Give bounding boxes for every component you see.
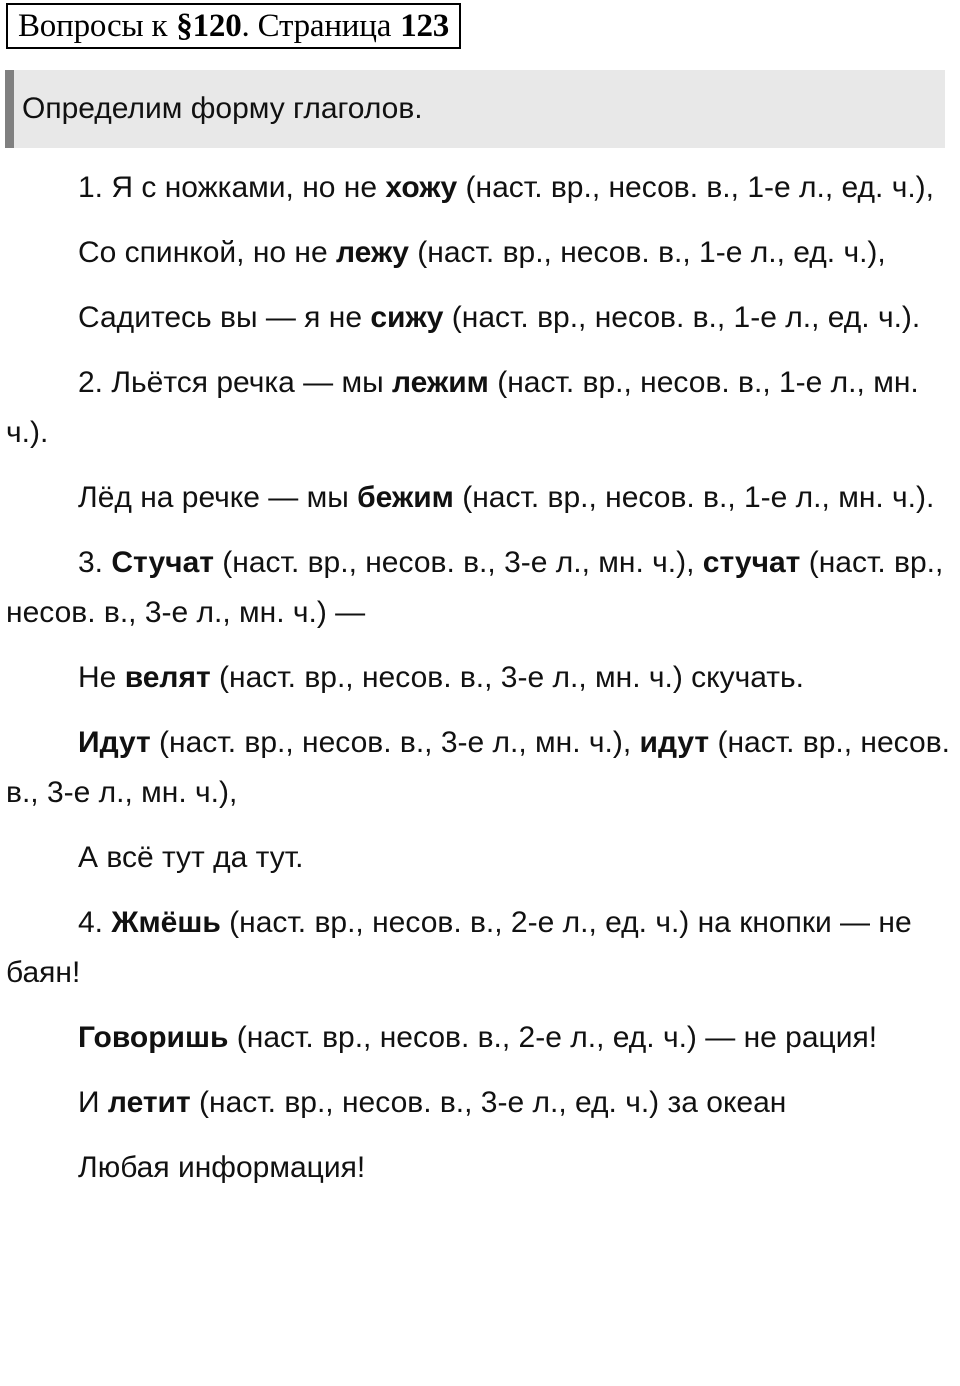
poem-line — [6, 1013, 950, 1063]
verb: летит — [107, 1086, 191, 1119]
answer-text — [6, 163, 950, 1208]
text-run: Любая информация! — [78, 1151, 366, 1184]
poem-line — [6, 653, 950, 703]
poem-line — [6, 898, 950, 998]
poem-line — [6, 538, 950, 638]
text-run: (наст. вр., несов. в., 1-е л., мн. ч.). — [6, 366, 919, 449]
text-run: (наст. вр., несов. в., 2-е л., ед. ч.) — не рация! — [228, 1021, 878, 1054]
text-run: И — [78, 1086, 108, 1119]
text-run: (наст. вр., несов. в., 2-е л., ед. ч.) на кнопки — не баян! — [6, 906, 912, 989]
poem-line — [6, 473, 950, 523]
text-run: 4. — [78, 906, 112, 939]
verb: велят — [124, 661, 211, 694]
text-run: (наст. вр., несов. в., 3-е л., ед. ч.) за океан — [190, 1086, 787, 1119]
text-run: (наст. вр., несов. в., 3-е л., мн. ч.) скучать. — [210, 661, 804, 694]
header-prefix: Вопросы к — [18, 7, 168, 44]
text-run: (наст. вр., несов. в., 3-е л., мн. ч.), — [213, 546, 703, 579]
text-run: 2. Льётся речка — мы — [78, 366, 393, 399]
poem-line — [6, 358, 950, 458]
text-run: (наст. вр., несов. в., 3-е л., мн. ч.), — [150, 726, 640, 759]
section-number: §120 — [176, 7, 242, 44]
poem-line — [6, 163, 950, 213]
verb: Стучат — [111, 546, 214, 579]
text-run: (наст. вр., несов. в., 1-е л., ед. ч.), — [457, 171, 935, 204]
verb: Жмёшь — [111, 906, 221, 939]
verb: сижу — [370, 301, 444, 334]
instruction-box — [5, 70, 945, 148]
verb: Говоришь — [78, 1021, 229, 1054]
text-run: Лёд на речке — мы — [78, 481, 358, 514]
text-run: (наст. вр., несов. в., 1-е л., мн. ч.). — [453, 481, 935, 514]
text-run: 3. — [78, 546, 112, 579]
poem-line — [6, 718, 950, 818]
page-label: . Страница — [241, 7, 392, 44]
poem-line — [6, 228, 950, 278]
text-run: Не — [78, 661, 125, 694]
verb: лежу — [336, 236, 409, 269]
verb: стучат — [702, 546, 801, 579]
verb: хожу — [385, 171, 458, 204]
verb: бежим — [357, 481, 454, 514]
verb: идут — [639, 726, 710, 759]
text-run: (наст. вр., несов. в., 3-е л., мн. ч.) — — [6, 546, 944, 629]
text-run: (наст. вр., несов. в., 3-е л., мн. ч.), — [6, 726, 950, 809]
text-run: Садитесь вы — я не — [78, 301, 371, 334]
page-header — [6, 3, 461, 49]
text-run: 1. Я с ножками, но не — [78, 171, 386, 204]
page-number: 123 — [400, 7, 450, 44]
instruction-text: Определим форму глаголов. — [22, 92, 423, 125]
verb: Идут — [78, 726, 151, 759]
poem-line — [6, 293, 950, 343]
text-run: Со спинкой, но не — [78, 236, 337, 269]
poem-line — [6, 1078, 950, 1128]
text-run: А всё тут да тут. — [78, 841, 304, 874]
poem-line — [6, 833, 950, 883]
verb: лежим — [392, 366, 489, 399]
poem-line — [6, 1143, 950, 1193]
text-run: (наст. вр., несов. в., 1-е л., ед. ч.), — [408, 236, 886, 269]
text-run: (наст. вр., несов. в., 1-е л., ед. ч.). — [443, 301, 921, 334]
